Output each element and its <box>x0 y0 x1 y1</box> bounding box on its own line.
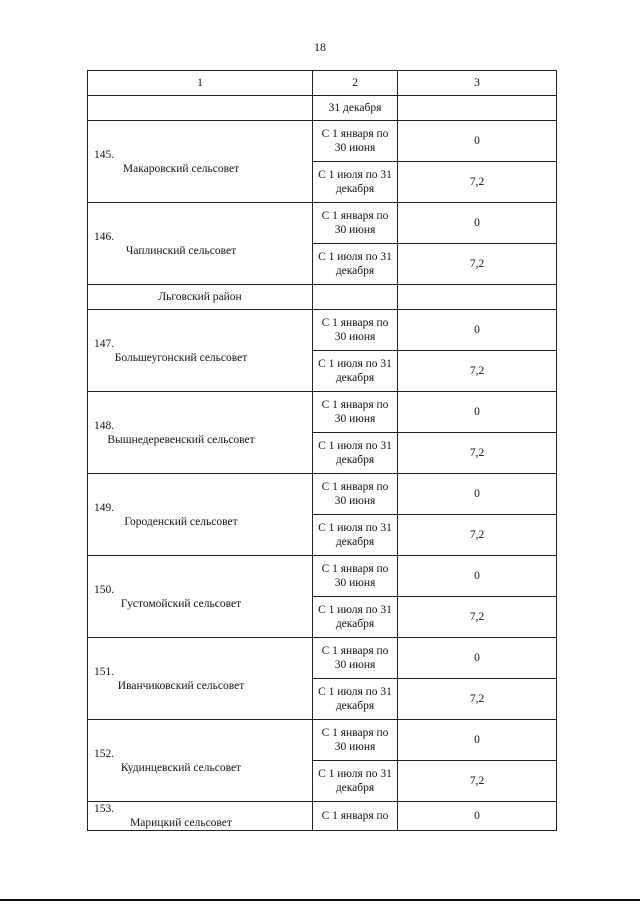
last-row <box>88 802 557 831</box>
rate-cell: 0 <box>398 121 557 162</box>
entity-cell <box>88 474 313 556</box>
rate-cell: 0 <box>398 802 557 831</box>
period-cell: С 1 июля по 31 декабря <box>313 244 398 285</box>
page-number: 18 <box>314 40 326 54</box>
group-row-first <box>88 310 557 351</box>
entity-cell <box>88 802 313 831</box>
period-cell: С 1 января по 30 июня <box>313 720 398 761</box>
row-number: 150. <box>94 583 115 596</box>
group-row-first <box>88 556 557 597</box>
entity-name: Кудинцевский сельсовет <box>120 761 242 774</box>
district-period-cell <box>313 285 398 310</box>
row-number: 145. <box>94 148 115 161</box>
rate-cell: 0 <box>398 203 557 244</box>
rate-cell: 7,2 <box>398 515 557 556</box>
entity-name: Макаровский сельсовет <box>122 162 240 175</box>
group-row-first <box>88 474 557 515</box>
entity-name: Марицкий сельсовет <box>130 817 232 829</box>
rate-cell: 0 <box>398 474 557 515</box>
rate-cell: 0 <box>398 310 557 351</box>
period-cell: С 1 июля по 31 декабря <box>313 351 398 392</box>
rate-cell: 7,2 <box>398 433 557 474</box>
entity-cell <box>88 310 313 392</box>
district-row <box>88 285 557 310</box>
continuation-period: 31 декабря <box>313 96 398 121</box>
rate-cell: 0 <box>398 392 557 433</box>
period-cell: С 1 июля по 31 декабря <box>313 162 398 203</box>
row-number: 152. <box>94 747 115 760</box>
continuation-rate <box>398 96 557 121</box>
rate-cell: 7,2 <box>398 162 557 203</box>
header-row <box>88 71 557 96</box>
rate-cell: 7,2 <box>398 244 557 285</box>
table-body <box>88 71 557 831</box>
continuation-name-cell <box>88 96 313 121</box>
group-row-first <box>88 638 557 679</box>
row-number: 147. <box>94 337 115 350</box>
period-cell: С 1 января по 30 июня <box>313 638 398 679</box>
row-number: 148. <box>94 419 115 432</box>
period-cell: С 1 июля по 31 декабря <box>313 679 398 720</box>
period-cell: С 1 января по 30 июня <box>313 310 398 351</box>
rate-cell: 0 <box>398 556 557 597</box>
row-number: 153. <box>94 803 115 815</box>
group-row-first <box>88 720 557 761</box>
rate-cell: 7,2 <box>398 761 557 802</box>
entity-cell <box>88 638 313 720</box>
rate-cell: 7,2 <box>398 351 557 392</box>
col-header-1: 1 <box>88 71 313 96</box>
entity-cell <box>88 720 313 802</box>
entity-cell <box>88 203 313 285</box>
rate-cell: 7,2 <box>398 597 557 638</box>
row-number: 149. <box>94 501 115 514</box>
group-row-first <box>88 392 557 433</box>
entity-cell <box>88 392 313 474</box>
rate-cell: 0 <box>398 720 557 761</box>
period-cell: С 1 января по 30 июня <box>313 474 398 515</box>
rate-cell: 7,2 <box>398 679 557 720</box>
district-name: Льговский район <box>88 285 313 310</box>
entity-name: Городенский сельсовет <box>124 515 238 528</box>
continuation-row <box>88 96 557 121</box>
period-cell: С 1 января по <box>313 802 398 831</box>
entity-cell <box>88 121 313 203</box>
period-cell: С 1 января по 30 июня <box>313 203 398 244</box>
tax-rate-table <box>87 70 557 831</box>
entity-cell <box>88 556 313 638</box>
entity-name: Вышнедеревенский сельсовет <box>107 433 255 446</box>
period-cell: С 1 июля по 31 декабря <box>313 761 398 802</box>
district-rate-cell <box>398 285 557 310</box>
bottom-rule <box>0 899 640 901</box>
entity-name: Густомойский сельсовет <box>120 597 242 610</box>
period-cell: С 1 июля по 31 декабря <box>313 515 398 556</box>
rate-cell: 0 <box>398 638 557 679</box>
row-number: 146. <box>94 230 115 243</box>
row-number: 151. <box>94 665 115 678</box>
group-row-first <box>88 203 557 244</box>
group-row-first <box>88 121 557 162</box>
col-header-3: 3 <box>398 71 557 96</box>
period-cell: С 1 июля по 31 декабря <box>313 433 398 474</box>
entity-name: Иванчиковский сельсовет <box>117 679 245 692</box>
period-cell: С 1 января по 30 июня <box>313 121 398 162</box>
entity-name: Чаплинский сельсовет <box>125 244 237 257</box>
period-cell: С 1 июля по 31 декабря <box>313 597 398 638</box>
period-cell: С 1 января по 30 июня <box>313 556 398 597</box>
col-header-2: 2 <box>313 71 398 96</box>
period-cell: С 1 января по 30 июня <box>313 392 398 433</box>
entity-name: Большеугонский сельсовет <box>114 351 248 364</box>
